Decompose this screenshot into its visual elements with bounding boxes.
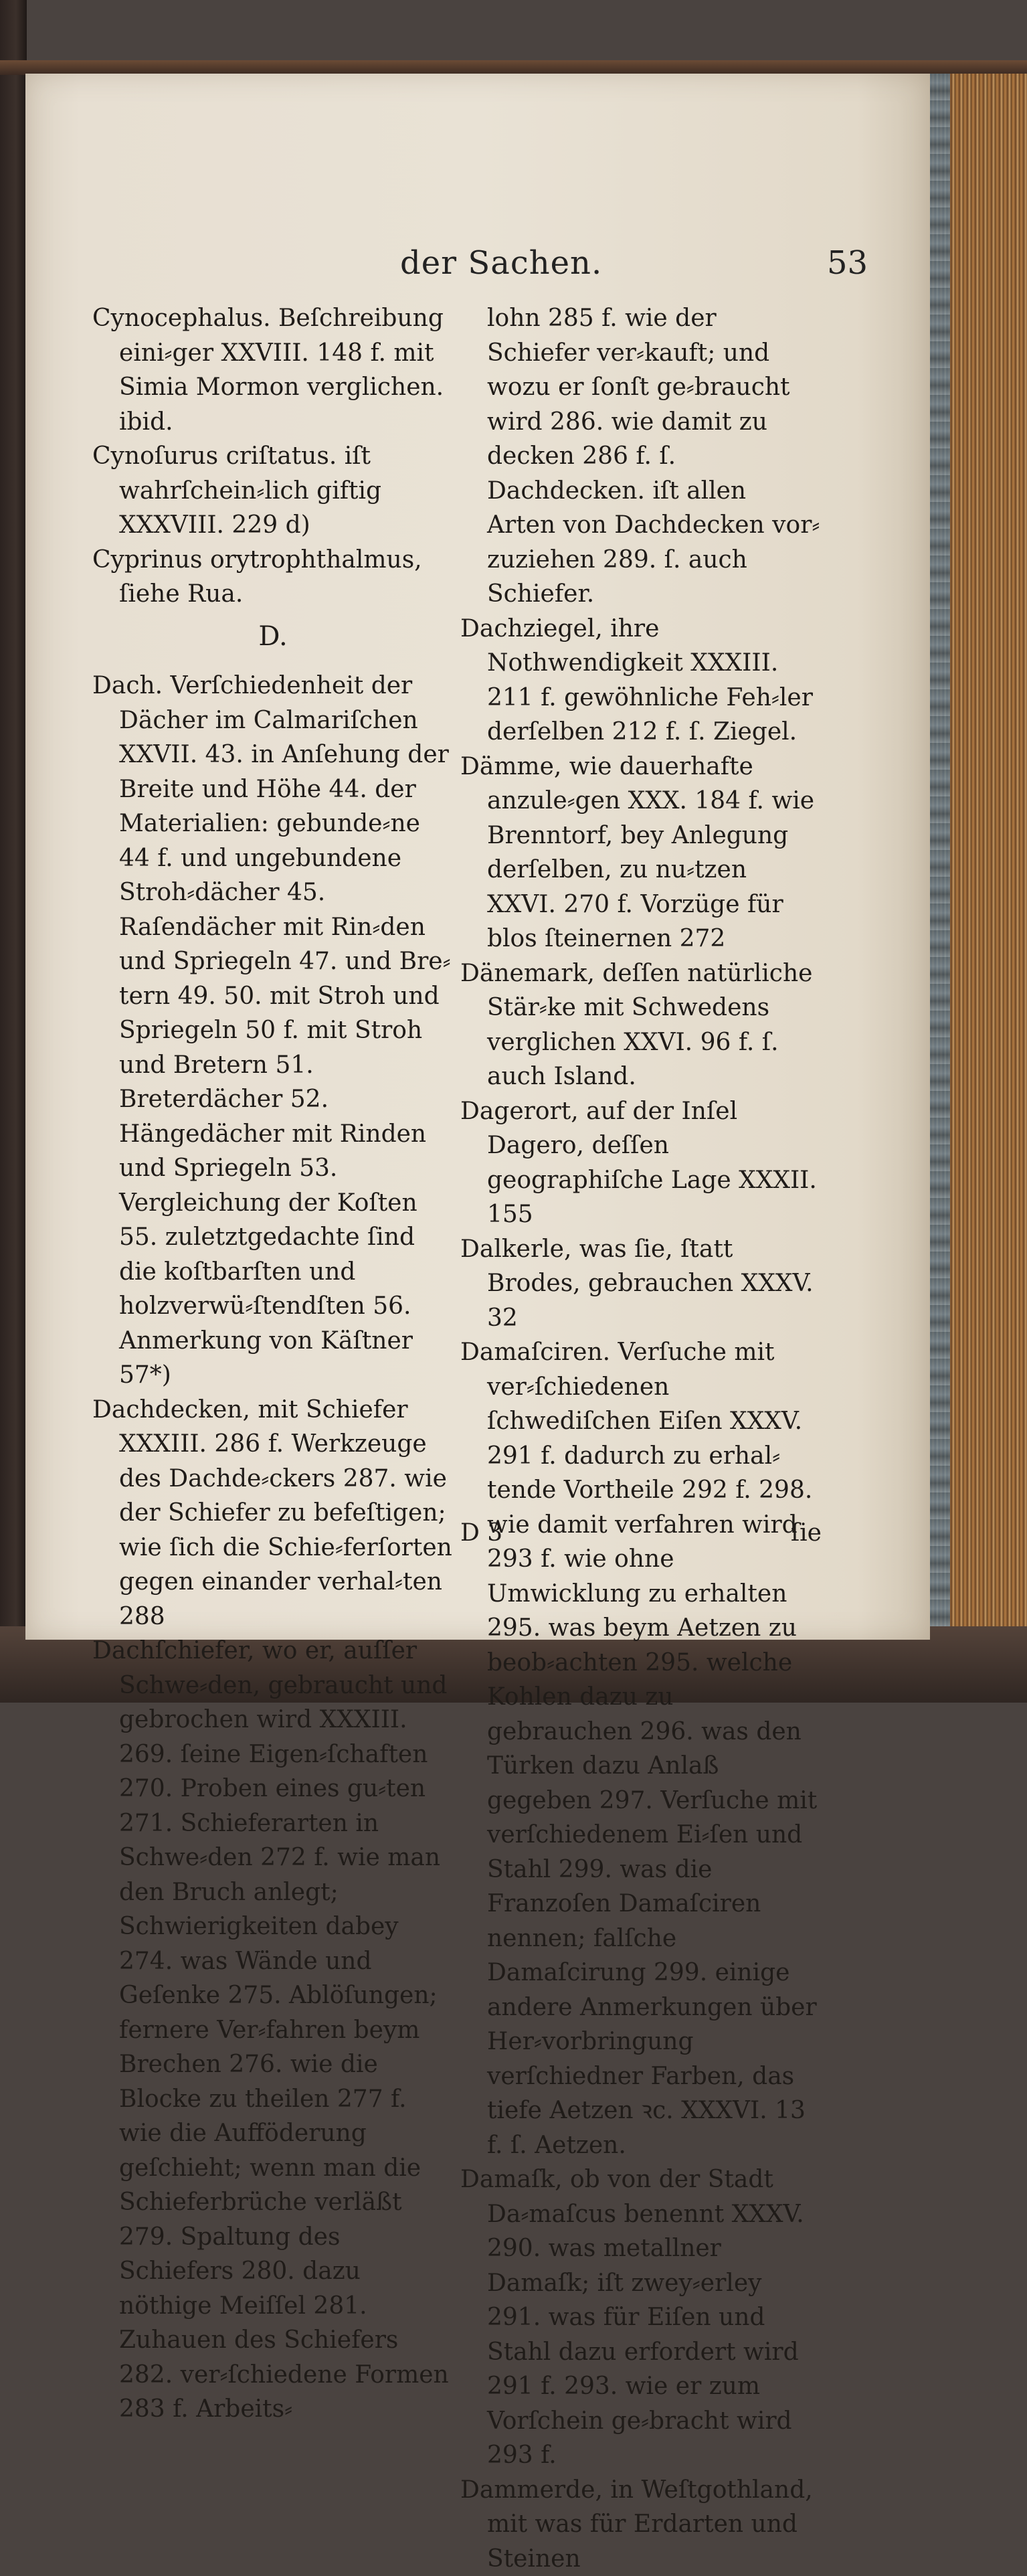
page-number: 53 (827, 244, 868, 282)
index-entry: Dagerort, auf der Inſel Dagero, deſſen geographiſche Lage XXXII. 155 (460, 1094, 822, 1232)
right-column (460, 301, 822, 2576)
signature-mark: D 3 (460, 1519, 502, 1547)
index-entry: Dachſchiefer, wo er, auſſer Schwe⸗den, gebraucht und gebrochen wird XXXIII. 269. ſeine Eigen⸗ſchaften 270. Proben eines gu⸗ten 271. Schieferarten in Schwe⸗den 272 f. wie man den Bruch anlegt; Schwierigkeiten dabey 274. was Wände und Geſenke 275. Ablöſungen; fernere Ver⸗fahren beym Brechen 276. wie die Blocke zu theilen 277 f. wie die Aufföderung geſchieht; wenn man die Schieferbrüche verläßt 279. Spaltung des Schiefers 280. dazu nöthige Meiſſel 281. Zuhauen des Schiefers 282. ver⸗ſchiedene Formen 283 f. Arbeits⸗ (92, 1634, 454, 2427)
index-entry: Cyprinus orytrophthalmus, ſiehe Rua. (92, 543, 454, 612)
index-entry: Damaſciren. Verſuche mit ver⸗ſchiedenen ſchwediſchen Eiſen XXXV. 291 f. dadurch zu erhal⸗tende Vortheile 292 f. 298. wie damit verfahren wird 293 f. wie ohne Umwicklung zu erhalten 295. was beym Aetzen zu beob⸗achten 295. welche Kohlen dazu zu gebrauchen 296. was den Türken dazu Anlaß gegeben 297. Verſuche mit verſchiedenem Ei⸗ſen und Stahl 299. was die Franzoſen Damaſciren nennen; falſche Damaſcirung 299. einige andere Anmerkungen über Her⸗vorbringung verſchiedner Farben, das tiefe Aetzen ꝛc. XXXVI. 13 f. ſ. Aetzen. (460, 1335, 822, 2162)
index-entry-continued: lohn 285 f. wie der Schiefer ver⸗kauft; und wozu er ſonſt ge⸗braucht wird 286. wie damit zu decken 286 f. ſ. Dachdecken. iſt allen Arten von Dachdecken vor⸗zuziehen 289. ſ. auch Schiefer. (460, 301, 822, 612)
index-entry: Dämme, wie dauerhafte anzule⸗gen XXX. 184 f. wie Brenntorf, bey Anlegung derſelben, zu nu⸗tzen XXVI. 270 f. Vorzüge für blos ſteinernen 272 (460, 750, 822, 956)
index-entry: Dach. Verſchiedenheit der Dächer im Calmariſchen XXVII. 43. in Anſehung der Breite und Höhe 44. der Materialien: gebunde⸗ne 44 f. und ungebundene Stroh⸗dächer 45. Raſendächer mit Rin⸗den und Spriegeln 47. und Bre⸗tern 49. 50. mit Stroh und Spriegeln 50 f. mit Stroh und Bretern 51. Breterdächer 52. Hängedächer mit Rinden und Spriegeln 53. Vergleichung der Koſten 55. zuletztgedachte ſind die koſtbarſten und holzverwü⸗ſtendſten 56. Anmerkung von Käſtner 57*) (92, 669, 454, 1393)
index-entry: Damaſk, ob von der Stadt Da⸗maſcus benennt XXXV. 290. was metallner Damaſk; iſt zwey⸗erley 291. was für Eiſen und Stahl dazu erfordert wird 291 f. 293. wie er zum Vorſchein ge⸗bracht wird 293 f. (460, 2162, 822, 2473)
index-entry: Dänemark, deſſen natürliche Stär⸗ke mit Schwedens verglichen XXVI. 96 f. ſ. auch Island. (460, 956, 822, 1094)
running-header (25, 244, 930, 291)
index-entry: Dammerde, in Weſtgothland, mit was für Erdarten und Steinen (460, 2473, 822, 2576)
page-edges (923, 74, 1027, 1626)
book-page (25, 74, 930, 1640)
book-top-edge (0, 60, 1027, 75)
index-entry: Cynocephalus. Beſchreibung eini⸗ger XXVIII. 148 f. mit Simia Mormon verglichen. ibid. (92, 301, 454, 439)
index-entry: Cynoſurus criſtatus. iſt wahrſchein⸗lich giftig XXXVIII. 229 d) (92, 439, 454, 543)
index-entry: Dachdecken, mit Schiefer XXXIII. 286 f. Werkzeuge des Dachde⸗ckers 287. wie der Schiefer zu befeſtigen; wie ſich die Schie⸗ferſorten gegen einander verhal⸗ten 288 (92, 1393, 454, 1634)
left-column (92, 301, 454, 2427)
index-entry: Dalkerle, was ſie, ſtatt Brodes, gebrauchen XXXV. 32 (460, 1232, 822, 1336)
index-entry: Dachziegel, ihre Nothwendigkeit XXXIII. 211 f. gewöhnliche Feh⸗ler derſelben 212 f. ſ. Ziegel. (460, 612, 822, 750)
header-title: der Sachen. (400, 244, 602, 282)
section-letter: D. (92, 620, 454, 655)
book-cover-left (0, 0, 27, 1703)
catchword: ſie (791, 1519, 822, 1547)
